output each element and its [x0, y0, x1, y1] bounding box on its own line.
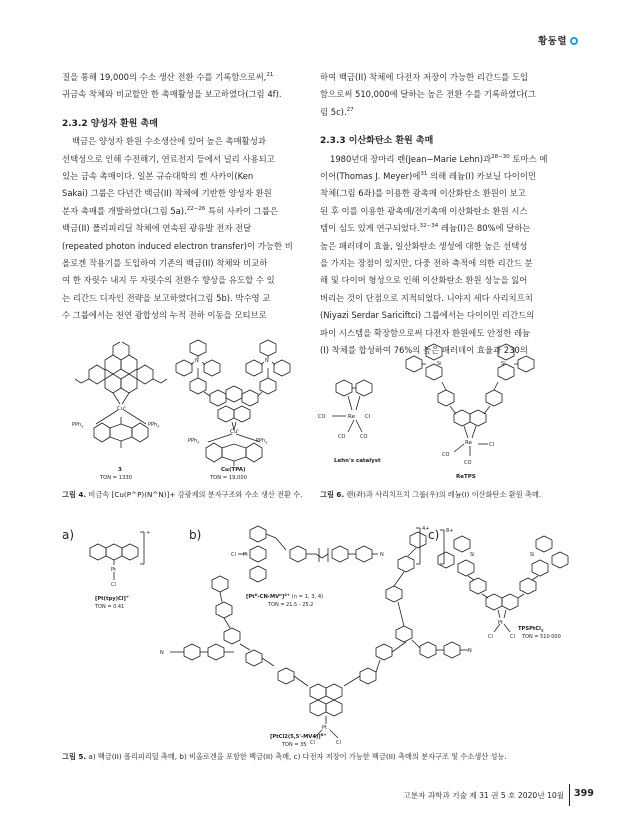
cu-label-tpa: $Cu^I$: [230, 427, 239, 435]
charge-4plus: 4+: [422, 526, 430, 532]
text-line: [320, 104, 563, 121]
panel-b2-ton: TON = 35: [282, 742, 307, 748]
text-line: [62, 203, 305, 220]
panel-b-label: b): [189, 528, 202, 542]
pt-tpy-cl-structure: [90, 532, 144, 580]
text-line: 질을 통해 19,000의 수소 생산 전환 수를 기록함으로써,: [62, 72, 267, 82]
text-line: 있는 금속 촉매이다. 일본 규슈대학의 켄 사카이(Ken: [62, 171, 254, 182]
text-line: 버리는 것이 단점으로 지적되었다. 니야지 세다 사리치프치: [320, 292, 533, 303]
cl-label-a: Cl: [111, 582, 116, 588]
caption-label: 그림 4.: [62, 490, 87, 499]
left-column: [62, 69, 305, 325]
left-para1: [62, 69, 305, 86]
text-span: 특히 사카이 그룹은: [205, 205, 279, 216]
re-label-retps: Re: [465, 440, 472, 446]
caption-text: 렌(좌)과 사리치프치 그룹(우)의 레늄(I) 이산화탄소 환원 촉매.: [344, 490, 542, 499]
figure4-structures: [60, 338, 310, 486]
panel-b2-compound-label: [PtCl2(5,5'-MV4)]$^{8+}$: [270, 732, 327, 740]
cu-label-3: $Cu^I$: [117, 404, 126, 412]
text-line: 백금(II) 폴리피리딜 착체에 연속된 광유발 전자 전달: [62, 223, 252, 234]
text-span: 분자 촉매를 개발하였다(그림 5a).: [62, 205, 187, 216]
text-span: 이어(Thomas J. Meyer)에: [320, 171, 421, 182]
pph2-label-right-3: PPh$_2$: [148, 422, 160, 429]
citation: 32−34: [419, 223, 439, 230]
text-span: 림 5c).: [320, 106, 347, 117]
text-line: [320, 168, 563, 185]
lehn-catalyst-structure: [332, 380, 372, 432]
panel-a-ton: TON = 0.41: [95, 604, 125, 610]
pt-label-b2: Pt: [322, 725, 327, 731]
co-label-retps-2: CO: [464, 460, 472, 466]
n-plus-label-b2-left: N: [160, 650, 164, 656]
si-label-left: Si: [437, 361, 442, 367]
pt-label-c: Pt: [498, 620, 503, 626]
tpsptcl2-structure: [438, 536, 568, 632]
compound-3-ton: TON = 1330: [100, 475, 132, 481]
pph2-label-left-tpa: PPh$_2$: [188, 438, 200, 445]
text-line: (Niyazi Serdar Sariciftci) 그룹에서는 다이이민 리간드의: [320, 310, 535, 321]
accent-circle-icon: [570, 37, 578, 45]
author-name: 황동렬: [537, 36, 567, 47]
caption-text: 비금속 [Cu(P^P)(N^N)]+ 감광제의 분자구조와 수소 생산 전환 수.: [86, 490, 303, 499]
text-line: Sakai) 그룹은 다년간 백금(II) 착체에 기반한 양성자 환원: [62, 188, 272, 199]
figure5-structures: [60, 520, 570, 748]
n-plus-label-b1: N: [380, 552, 384, 558]
figure5-caption: [62, 752, 562, 762]
panel-c-ton: TON = 510 000: [522, 634, 561, 640]
text-line: 는 리간드 디자인 전략을 보고하였다(그림 5b). 박수영 교: [62, 292, 271, 303]
text-line: 여 한 자릿수 내지 두 자릿수의 전환수 향상을 유도할 수 있: [62, 275, 275, 286]
text-line: [320, 151, 563, 168]
page-number: 399: [574, 788, 594, 799]
figure6-structures: [318, 338, 568, 486]
pph2-label-right-tpa: PPh$_2$: [256, 438, 268, 445]
cl-label-retps: Cl: [489, 442, 495, 448]
panel-c-compound-label: TPSPtCl$_2$: [518, 626, 544, 633]
text-line: 백금은 양성자 환원 수소생산에 있어 높은 촉매활성과: [72, 136, 266, 147]
co-label-lehn-2: CO: [338, 434, 346, 440]
panel-a-label: a): [62, 528, 75, 542]
text-span: 토마스 메: [509, 153, 548, 164]
text-line: 된 후 이를 이용한 광촉매/전기촉매 이산화탄소 환원 시스: [320, 205, 528, 216]
compound-3-structure: [75, 342, 167, 448]
footer-divider: [569, 784, 570, 806]
section-heading: 2.3.2 양성자 환원 촉매: [62, 118, 158, 129]
panel-c-label: c): [428, 528, 440, 542]
cl-label-c-left: Cl: [488, 634, 493, 640]
text-line: (I) 착체를 합성하여 76%의 높은 패러데이 효율과 230의: [320, 345, 528, 356]
cl-label-c-right: Cl: [510, 634, 515, 640]
co-label-retps-1: CO: [442, 452, 450, 458]
text-line: 함으로써 510,000에 달하는 높은 전환 수를 기록하였다(그: [320, 89, 536, 100]
co-label-lehn-3: CO: [360, 434, 368, 440]
panel-a-compound-label: [Pt(tpy)Cl]+: [95, 594, 130, 602]
panel-b1-compound-label: $[Pt^{II}-CN-MV^n]^{4+}$ (n = 1, 3, 4): [246, 592, 324, 600]
text-line: 을 가지는 장점이 있지만, 다중 전하 축적에 의한 리간드 분: [320, 258, 533, 269]
caption-text: a) 백금(II) 폴리피리딜 촉매, b) 비올로겐을 포함한 백금(II) 촉매, c) 다전자 저장이 가능한 백금(II) 촉매의 분자구조 및 수소생산 성능.: [86, 752, 507, 761]
cl-label-b2-left: Cl: [310, 740, 315, 746]
re-label-lehn: Re: [348, 414, 355, 420]
right-column: [320, 69, 563, 360]
pph2-label-left-3: PPh$_2$: [72, 422, 84, 429]
text-line: (repeated photon induced electron transfer)이 가능한 비: [62, 240, 293, 251]
panel-b1-ton: TON = 21.5 - 25.2: [268, 602, 314, 608]
si-label-right: Si: [501, 361, 506, 367]
compound-tpa-ton: TON = 19,000: [210, 475, 247, 481]
citation: 28−30: [491, 153, 510, 160]
compound-tpa-name: Cu(TPA): [221, 467, 246, 473]
text-span: 1980년대 장마리 렌(Jean−Marie Lehn)과: [330, 153, 492, 164]
cl-label-lehn: Cl: [365, 414, 371, 420]
co-label-lehn-1: CO: [318, 414, 326, 420]
n-plus-label-b2-right: N: [468, 648, 472, 654]
citation: 22−26: [186, 206, 206, 213]
journal-footer: 고분자 과학과 기술 제 31 권 5 호 2020년 10월: [403, 791, 564, 800]
si-label-c-left: Si: [470, 552, 475, 558]
si-label-c-right: Si: [530, 552, 535, 558]
pt-cn-mv-structure: [238, 526, 420, 582]
figure4-caption: [62, 490, 312, 500]
citation: 27: [346, 107, 354, 114]
citation: 21: [266, 72, 274, 79]
cu-tpa-structure: [176, 340, 290, 466]
text-span: 템이 심도 있게 연구되었다.: [320, 223, 420, 234]
charge-plus-a: +: [146, 530, 151, 536]
svg-text:N: N: [265, 358, 269, 364]
caption-label: 그림 6.: [320, 490, 345, 499]
charge-8plus: 8+: [446, 528, 454, 534]
svg-text:N: N: [195, 358, 199, 364]
text-line: 하여 백금(II) 착체에 다전자 저장이 가능한 리간드를 도입: [320, 72, 529, 82]
text-line: 귀금속 착체와 비교할만 한 촉매활성을 보고하였다(그림 4f).: [62, 89, 282, 100]
cl-label-b2-right: Cl: [336, 740, 341, 746]
section-heading: 2.3.3 이산화탄소 환원 촉매: [320, 136, 434, 147]
text-line: 착체(그림 6좌)를 이용한 광촉매 이산화탄소 환원이 보고: [320, 188, 526, 199]
caption-label: 그림 5.: [62, 752, 87, 761]
text-line: [320, 220, 563, 237]
running-header-author: [538, 33, 578, 47]
lehn-catalyst-label: Lehn's catalyst: [334, 458, 381, 464]
text-line: 올로겐 작용기를 도입하여 기존의 백금(II) 착체와 비교하: [62, 258, 268, 269]
text-line: 선택성으로 인해 수전해기, 연료전지 등에서 널리 사용되고: [62, 153, 275, 164]
figure6-caption: [320, 490, 570, 500]
text-line: 높은 패러데이 효율, 일산화탄소 생성에 대한 높은 선택성: [320, 240, 528, 251]
retps-label: ReTPS: [456, 474, 476, 480]
pt-label-b1: Pt: [243, 552, 248, 558]
text-span: 의해 레늄(I) 카보닐 다이이민: [427, 171, 537, 182]
compound-3-number: 3: [118, 467, 122, 473]
pt-label-a: Pt: [111, 567, 116, 573]
citation: 31: [420, 171, 428, 178]
text-line: 수 그룹에서는 천연 광합성의 누적 전하 이동을 모티브로: [62, 310, 267, 321]
text-line: 해 및 다이머 형성으로 인해 이산화탄소 환원 성능을 잃어: [320, 275, 528, 286]
text-line: 파이 시스템을 확장함으로써 다전자 환원에도 안정한 레늄: [320, 327, 531, 338]
cl-label-b1: Cl: [231, 552, 236, 558]
text-span: 레늄(I)은 80%에 달하는: [438, 223, 531, 234]
